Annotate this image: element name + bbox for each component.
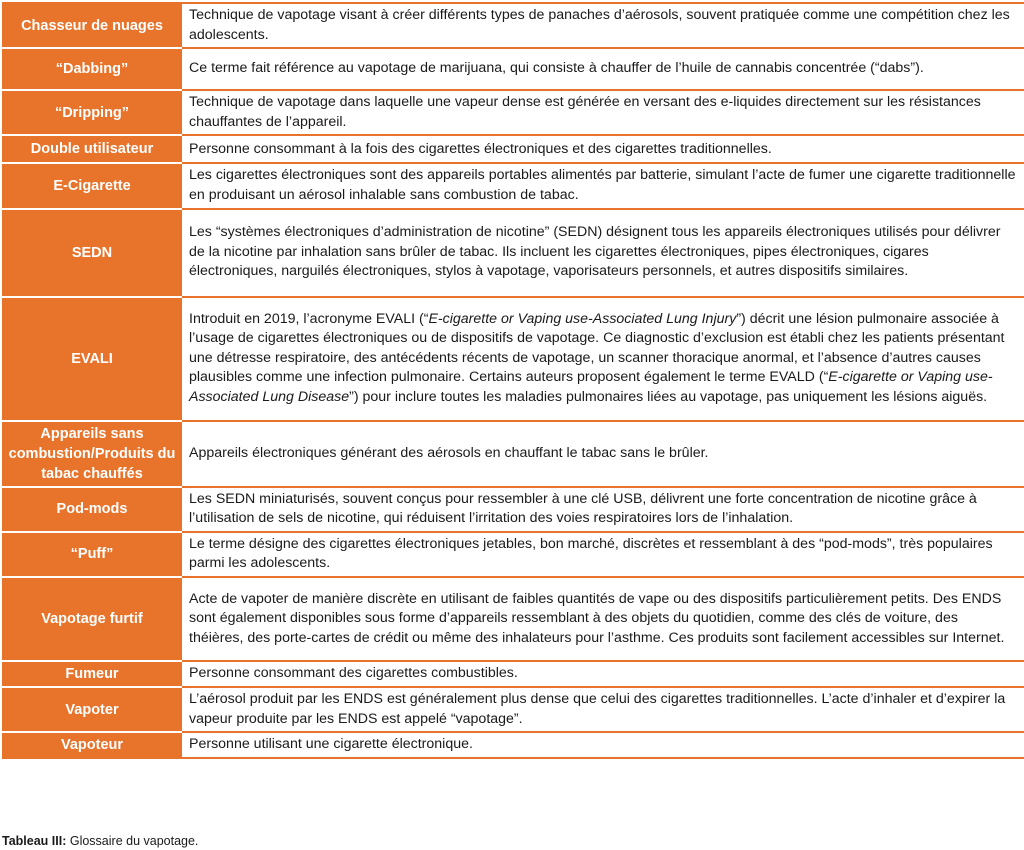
definition-italic-text: E-cigarette or Vaping use-Associated Lung Injury <box>428 310 737 327</box>
glossary-definition <box>181 421 1024 487</box>
glossary-term: Vapoter <box>3 687 181 732</box>
glossary-definition <box>181 532 1024 577</box>
glossary-row <box>3 577 1024 661</box>
glossary-row <box>3 90 1024 135</box>
caption-text: Glossaire du vapotage. <box>66 834 199 848</box>
glossary-definition <box>181 48 1024 90</box>
definition-text: Technique de vapotage dans laquelle une vapeur dense est générée en versant des e-liquides directement sur les résistances chauffantes de l’appareil. <box>189 94 981 130</box>
definition-text: Les SEDN miniaturisés, souvent conçus pour ressembler à une clé USB, délivrent une forte concentration de nicotine grâce à l’utilisation de sels de nicotine, qui réduisent l’irritation des voies respiratoires lors de l’inhalation. <box>189 490 977 527</box>
definition-text: ”) pour inclure toutes les maladies pulmonaires liées au vapotage, pas uniquement les lésions aiguës. <box>349 388 988 405</box>
glossary-row <box>3 661 1024 687</box>
glossary-definition <box>181 661 1024 687</box>
glossary-term: Chasseur de nuages <box>3 3 181 48</box>
glossary-definition <box>181 209 1024 297</box>
glossary-term: Pod-mods <box>3 487 181 532</box>
definition-text: Technique de vapotage visant à créer différents types de panaches d’aérosols, souvent pratiquée comme une compétition chez les adolescents. <box>189 7 1010 43</box>
glossary-row <box>3 209 1024 297</box>
definition-text: L’aérosol produit par les ENDS est généralement plus dense que celui des cigarettes traditionnelles. L’acte d’inhaler et d’expirer la vapeur produite par les ENDS est appelé “vapotage”. <box>189 690 1006 727</box>
glossary-term: Fumeur <box>3 661 181 687</box>
glossary-row <box>3 135 1024 163</box>
definition-text: Acte de vapoter de manière discrète en utilisant de faibles quantités de vape ou des dispositifs particulièrement petits. Des ENDS sont également disponibles sous forme d’appareils ressemblant à des objets du quotidien, comme des clés de voiture, des théières, des porte-cartes de crédit ou même des inhalateurs pour l’asthme. Ces produits sont facilement accessibles sur Internet. <box>189 590 1005 646</box>
glossary-definition <box>181 732 1024 758</box>
glossary-row <box>3 532 1024 577</box>
glossary-term: Double utilisateur <box>3 135 181 163</box>
glossary-definition <box>181 90 1024 135</box>
glossary-row <box>3 163 1024 208</box>
definition-text: Ce terme fait référence au vapotage de marijuana, qui consiste à chauffer de l’huile de cannabis concentrée (“dabs”). <box>189 60 924 77</box>
glossary-row <box>3 487 1024 532</box>
glossary-row <box>3 732 1024 758</box>
glossary-term: Appareils sans combustion/Produits du tabac chauffés <box>3 421 181 487</box>
definition-text: Le terme désigne des cigarettes électroniques jetables, bon marché, discrètes et ressemblant à des “pod-mods”, très populaires parmi les adolescents. <box>189 535 993 572</box>
definition-text: Appareils électroniques générant des aérosols en chauffant le tabac sans le brûler. <box>189 444 709 461</box>
glossary-definition <box>181 687 1024 732</box>
glossary-table <box>2 2 1024 759</box>
glossary-row <box>3 421 1024 487</box>
glossary-body <box>3 3 1024 758</box>
glossary-definition <box>181 577 1024 661</box>
glossary-row <box>3 297 1024 421</box>
glossary-term: E-Cigarette <box>3 163 181 208</box>
definition-text: Introduit en 2019, l’acronyme EVALI (“ <box>189 310 429 327</box>
glossary-term: SEDN <box>3 209 181 297</box>
definition-text: Les “systèmes électroniques d’administration de nicotine” (SEDN) désignent tous les appareils électroniques utilisés pour délivrer de la nicotine par inhalation sans brûler de tabac. Ils incluent les cigarettes électroniques, pipes électroniques, cigares électroniques, narguilés électroniques, stylos à vapotage, vaporisateurs personnels, et autres dispositifs similaires. <box>189 224 1001 280</box>
glossary-definition <box>181 3 1024 48</box>
definition-text: Les cigarettes électroniques sont des appareils portables alimentés par batterie, simulant l’acte de fumer une cigarette traditionnelle en produisant un aérosol inhalable sans combustion de tabac. <box>189 167 1016 203</box>
glossary-term: Vapoteur <box>3 732 181 758</box>
definition-italic-text: E-cigarette or Vaping use-Associated Lung Disease <box>189 369 993 405</box>
glossary-term: “Dabbing” <box>3 48 181 90</box>
glossary-definition <box>181 487 1024 532</box>
caption-label: Tableau III: <box>2 834 67 848</box>
table-caption <box>2 834 198 848</box>
glossary-definition <box>181 135 1024 163</box>
glossary-definition <box>181 163 1024 208</box>
glossary-row <box>3 3 1024 48</box>
glossary-term: “Dripping” <box>3 90 181 135</box>
glossary-row <box>3 48 1024 90</box>
definition-text: ”) décrit une lésion pulmonaire associée à l’usage de cigarettes électroniques ou de dispositifs de vapotage. Ce diagnostic d’exclusion est établi chez les patients présentant une détresse respiratoire, des antécédents récents de vapotage, un scanner thoracique anormal, et l’absence d’autres causes plausibles comme une infection pulmonaire. Certains auteurs proposent également le terme EVALD (“ <box>189 310 1005 386</box>
glossary-row <box>3 687 1024 732</box>
definition-text: Personne consommant à la fois des cigarettes électroniques et des cigarettes traditionnelles. <box>189 140 772 157</box>
glossary-definition <box>181 297 1024 421</box>
definition-text: Personne utilisant une cigarette électronique. <box>189 736 473 753</box>
glossary-term: “Puff” <box>3 532 181 577</box>
definition-text: Personne consommant des cigarettes combustibles. <box>189 665 518 682</box>
glossary-term: EVALI <box>3 297 181 421</box>
glossary-term: Vapotage furtif <box>3 577 181 661</box>
